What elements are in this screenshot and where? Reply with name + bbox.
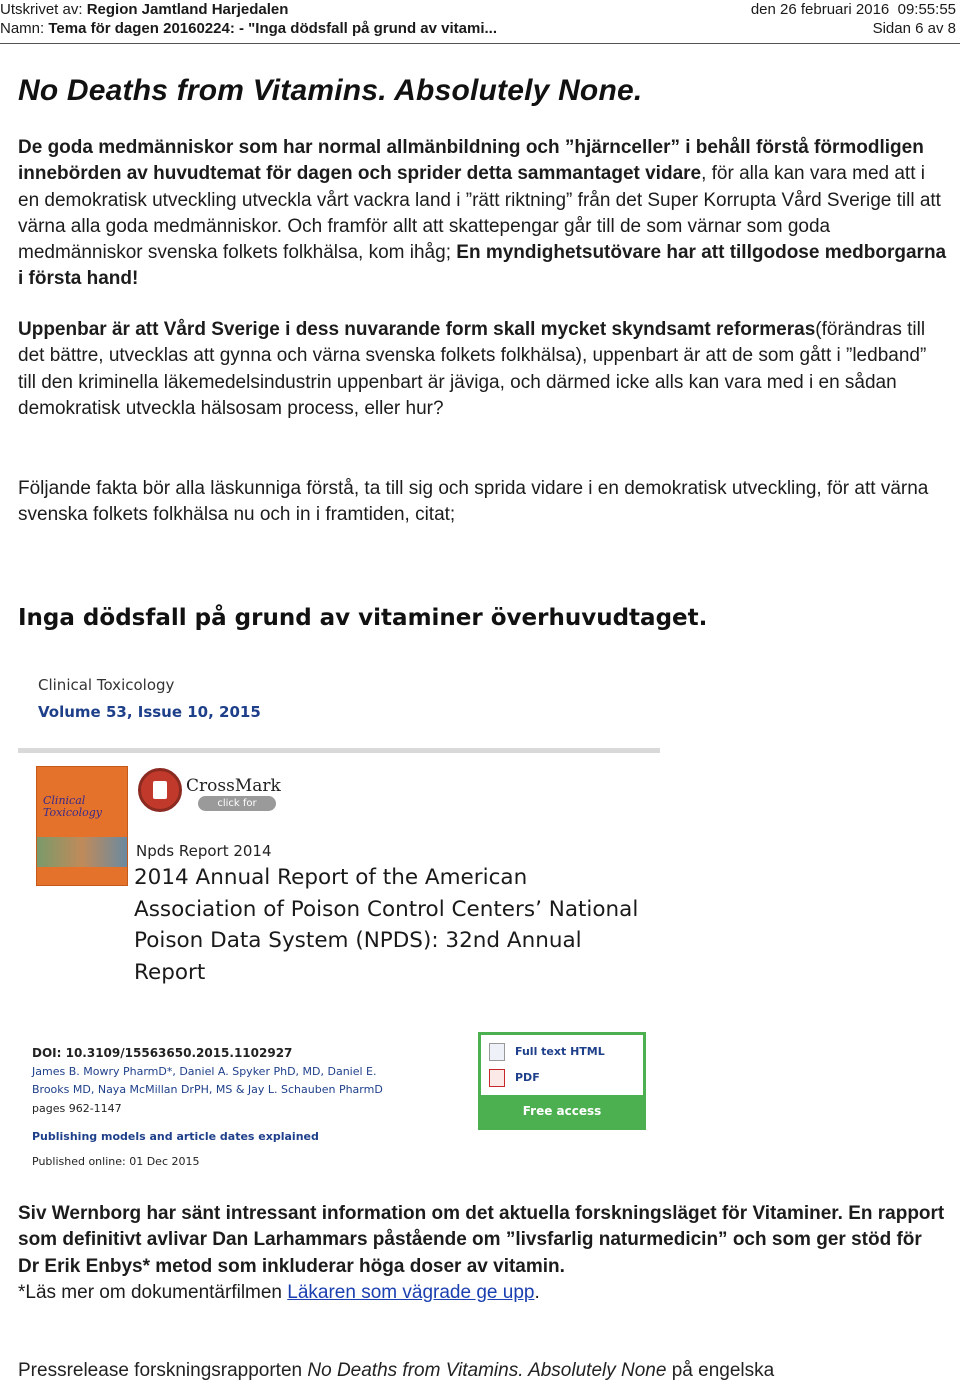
- divider: [18, 748, 660, 753]
- npds-label: Npds Report 2014: [136, 842, 272, 860]
- printed-by: Utskrivet av: Region Jamtland Harjedalen: [0, 1, 289, 18]
- print-header: [0, 0, 960, 44]
- pages: pages 962-1147: [32, 1101, 122, 1115]
- paragraph-facts: Följande fakta bör alla läskunniga förstå, ta till sig och sprida vidare i en demokratisk utveckling, för att värna svenska folkets folkhälsa nu och in i framtiden, citat;: [18, 478, 929, 526]
- report-title: 2014 Annual Report of the American Association of Poison Control Centers’ National Poison Data System (NPDS): 32nd Annual Report: [134, 865, 639, 985]
- published-date: Published online: 01 Dec 2015: [32, 1154, 200, 1168]
- publishing-models-link[interactable]: Publishing models and article dates explained: [32, 1130, 319, 1143]
- crossmark-label[interactable]: CrossMark: [186, 776, 281, 796]
- page-title: No Deaths from Vitamins. Absolutely None.: [18, 74, 643, 107]
- full-text-link[interactable]: Full text HTML: [489, 1041, 639, 1063]
- cover-title: Clinical Toxicology: [43, 794, 103, 819]
- paragraph-siv: Siv Wernborg har sänt intressant information om det aktuella forskningsläget för Vitaminer. En rapport som definitivt avlivar Dan Larhammars påstående om ”livsfarlig naturmedicin” och som ger stöd för Dr Erik Enbys* metod som inkluderar höga doser av vitamin. *Läs mer om dokumentärfilmen Läkaren som vägrade ge upp.: [18, 1203, 945, 1303]
- print-datetime: den 26 februari 2016 09:55:55: [750, 1, 956, 18]
- document-icon: [489, 1043, 505, 1061]
- article-meta: [32, 1044, 383, 1171]
- pdf-link[interactable]: PDF: [489, 1067, 639, 1089]
- access-box: [478, 1032, 646, 1130]
- page-number: Sidan 6 av 8: [872, 20, 956, 37]
- journal-volume[interactable]: Volume 53, Issue 10, 2015: [38, 703, 261, 721]
- journal-cover: [36, 766, 128, 886]
- film-link[interactable]: Läkaren som vägrade ge upp: [287, 1281, 535, 1303]
- authors-line-2[interactable]: Brooks MD, Naya McMillan DrPH, MS & Jay L. Schauben PharmD: [32, 1083, 383, 1096]
- journal-info: [38, 676, 261, 721]
- document-name: Namn: Tema för dagen 20160224: - "Inga dödsfall på grund av vitami...: [0, 20, 497, 37]
- doi[interactable]: DOI: 10.3109/15563650.2015.1102927: [32, 1046, 293, 1060]
- free-access-button[interactable]: Free access: [481, 1095, 643, 1127]
- pdf-icon: [489, 1069, 505, 1087]
- paragraph-reform: Uppenbar är att Vård Sverige i dess nuvarande form skall mycket skyndsamt reformeras(förändras till det bättre, utvecklas att gynna och värna svenska folkets folkhälsa), uppenbart är att de som gått i ”ledband” till den kriminella läkemedelsindustrin uppenbart är jäviga, och därmed icke alls kan vara med i en sådan demokratisk utveckla hälsosam process, eller hur?: [18, 319, 927, 419]
- paragraph-intro: De goda medmänniskor som har normal allmänbildning och ”hjärnceller” i behåll förstå förmodligen innebörden av huvudtemat för dagen och sprider detta sammantaget vidare, för alla kan vara med att i en demokratisk utveckling utveckla vårt vackra land i ”rätt riktning” från det Super Korrupta Vård Sverige till att värna alla goda medmänniskor. Och framför allt att skattepengar går till de som värnar som goda medmänniskor svenska folkets folkhälsa, kom ihåg; En myndighetsutövare har att tillgodose medborgarna i första hand!: [18, 137, 947, 290]
- section-heading: Inga dödsfall på grund av vitaminer överhuvudtaget.: [18, 605, 708, 631]
- cover-image-band: [37, 837, 127, 867]
- crossmark-icon[interactable]: [138, 768, 182, 812]
- authors-line-1[interactable]: James B. Mowry PharmD*, Daniel A. Spyker PhD, MD, Daniel E.: [32, 1064, 377, 1078]
- paragraph-pressrelease: Pressrelease forskningsrapporten No Deaths from Vitamins. Absolutely None på engelska: [18, 1360, 775, 1381]
- journal-name: Clinical Toxicology: [38, 676, 175, 694]
- crossmark-updates-button[interactable]: click for updates: [198, 796, 276, 811]
